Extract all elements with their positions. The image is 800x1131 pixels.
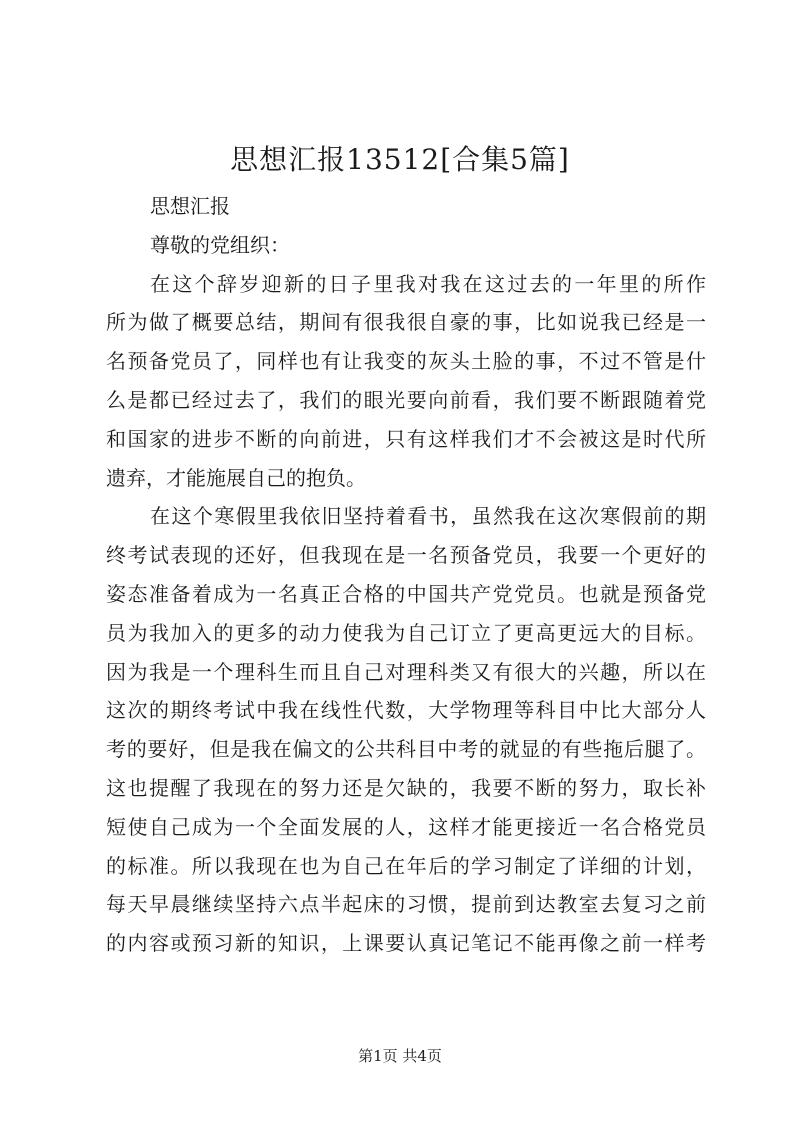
paragraph-2-line: 这也提醒了我现在的努力还是欠缺的，我要不断的努力，取长补	[106, 775, 706, 800]
page-number-footer: 第1页 共4页	[358, 1047, 442, 1065]
paragraph-1-line: 名预备党员了，同样也有让我变的灰头土脸的事，不过不管是什	[106, 349, 706, 374]
paragraph-2-line: 考的要好，但是我在偏文的公共科目中考的就显的有些拖后腿了。	[106, 737, 706, 762]
paragraph-1-line: 么是都已经过去了，我们的眼光要向前看，我们要不断跟随着党	[106, 387, 706, 412]
paragraph-2-line: 的内容或预习新的知识，上课要认真记笔记不能再像之前一样考	[106, 931, 706, 956]
paragraph-1-line: 所为做了概要总结，期间有很我很自豪的事，比如说我已经是一	[106, 310, 706, 335]
paragraph-1-line: 和国家的进步不断的向前进，只有这样我们才不会被这是时代所	[106, 426, 706, 451]
paragraph-2-line: 每天早晨继续坚持六点半起床的习惯，提前到达教室去复习之前	[106, 892, 706, 917]
paragraph-2-line: 在这个寒假里我依旧坚持着看书，虽然我在这次寒假前的期	[150, 504, 706, 529]
paragraph-2-line: 这次的期终考试中我在线性代数，大学物理等科目中比大部分人	[106, 698, 706, 723]
paragraph-2-line: 终考试表现的还好，但我现在是一名预备党员，我要一个更好的	[106, 543, 706, 568]
text-line-salutation-heading: 思想汇报	[150, 194, 230, 218]
text-line-salutation: 尊敬的党组织：	[150, 232, 290, 257]
paragraph-2-line: 短使自己成为一个全面发展的人，这样才能更接近一名合格党员	[106, 814, 706, 839]
document-body	[106, 187, 706, 963]
paragraph-2-line: 员为我加入的更多的动力使我为自己订立了更高更远大的目标。	[106, 620, 706, 645]
paragraph-2-line: 姿态准备着成为一名真正合格的中国共产党党员。也就是预备党	[106, 581, 706, 606]
paragraph-1-line: 遗弃，才能施展自己的抱负。	[106, 465, 366, 490]
document-title: 思想汇报13512[合集5篇]	[230, 143, 570, 176]
paragraph-2-line: 的标准。所以我现在也为自己在年后的学习制定了详细的计划，	[106, 853, 706, 878]
paragraph-2-line: 因为我是一个理科生而且自己对理科类又有很大的兴趣，所以在	[106, 659, 706, 684]
paragraph-1-line: 在这个辞岁迎新的日子里我对我在这过去的一年里的所作	[150, 271, 706, 296]
